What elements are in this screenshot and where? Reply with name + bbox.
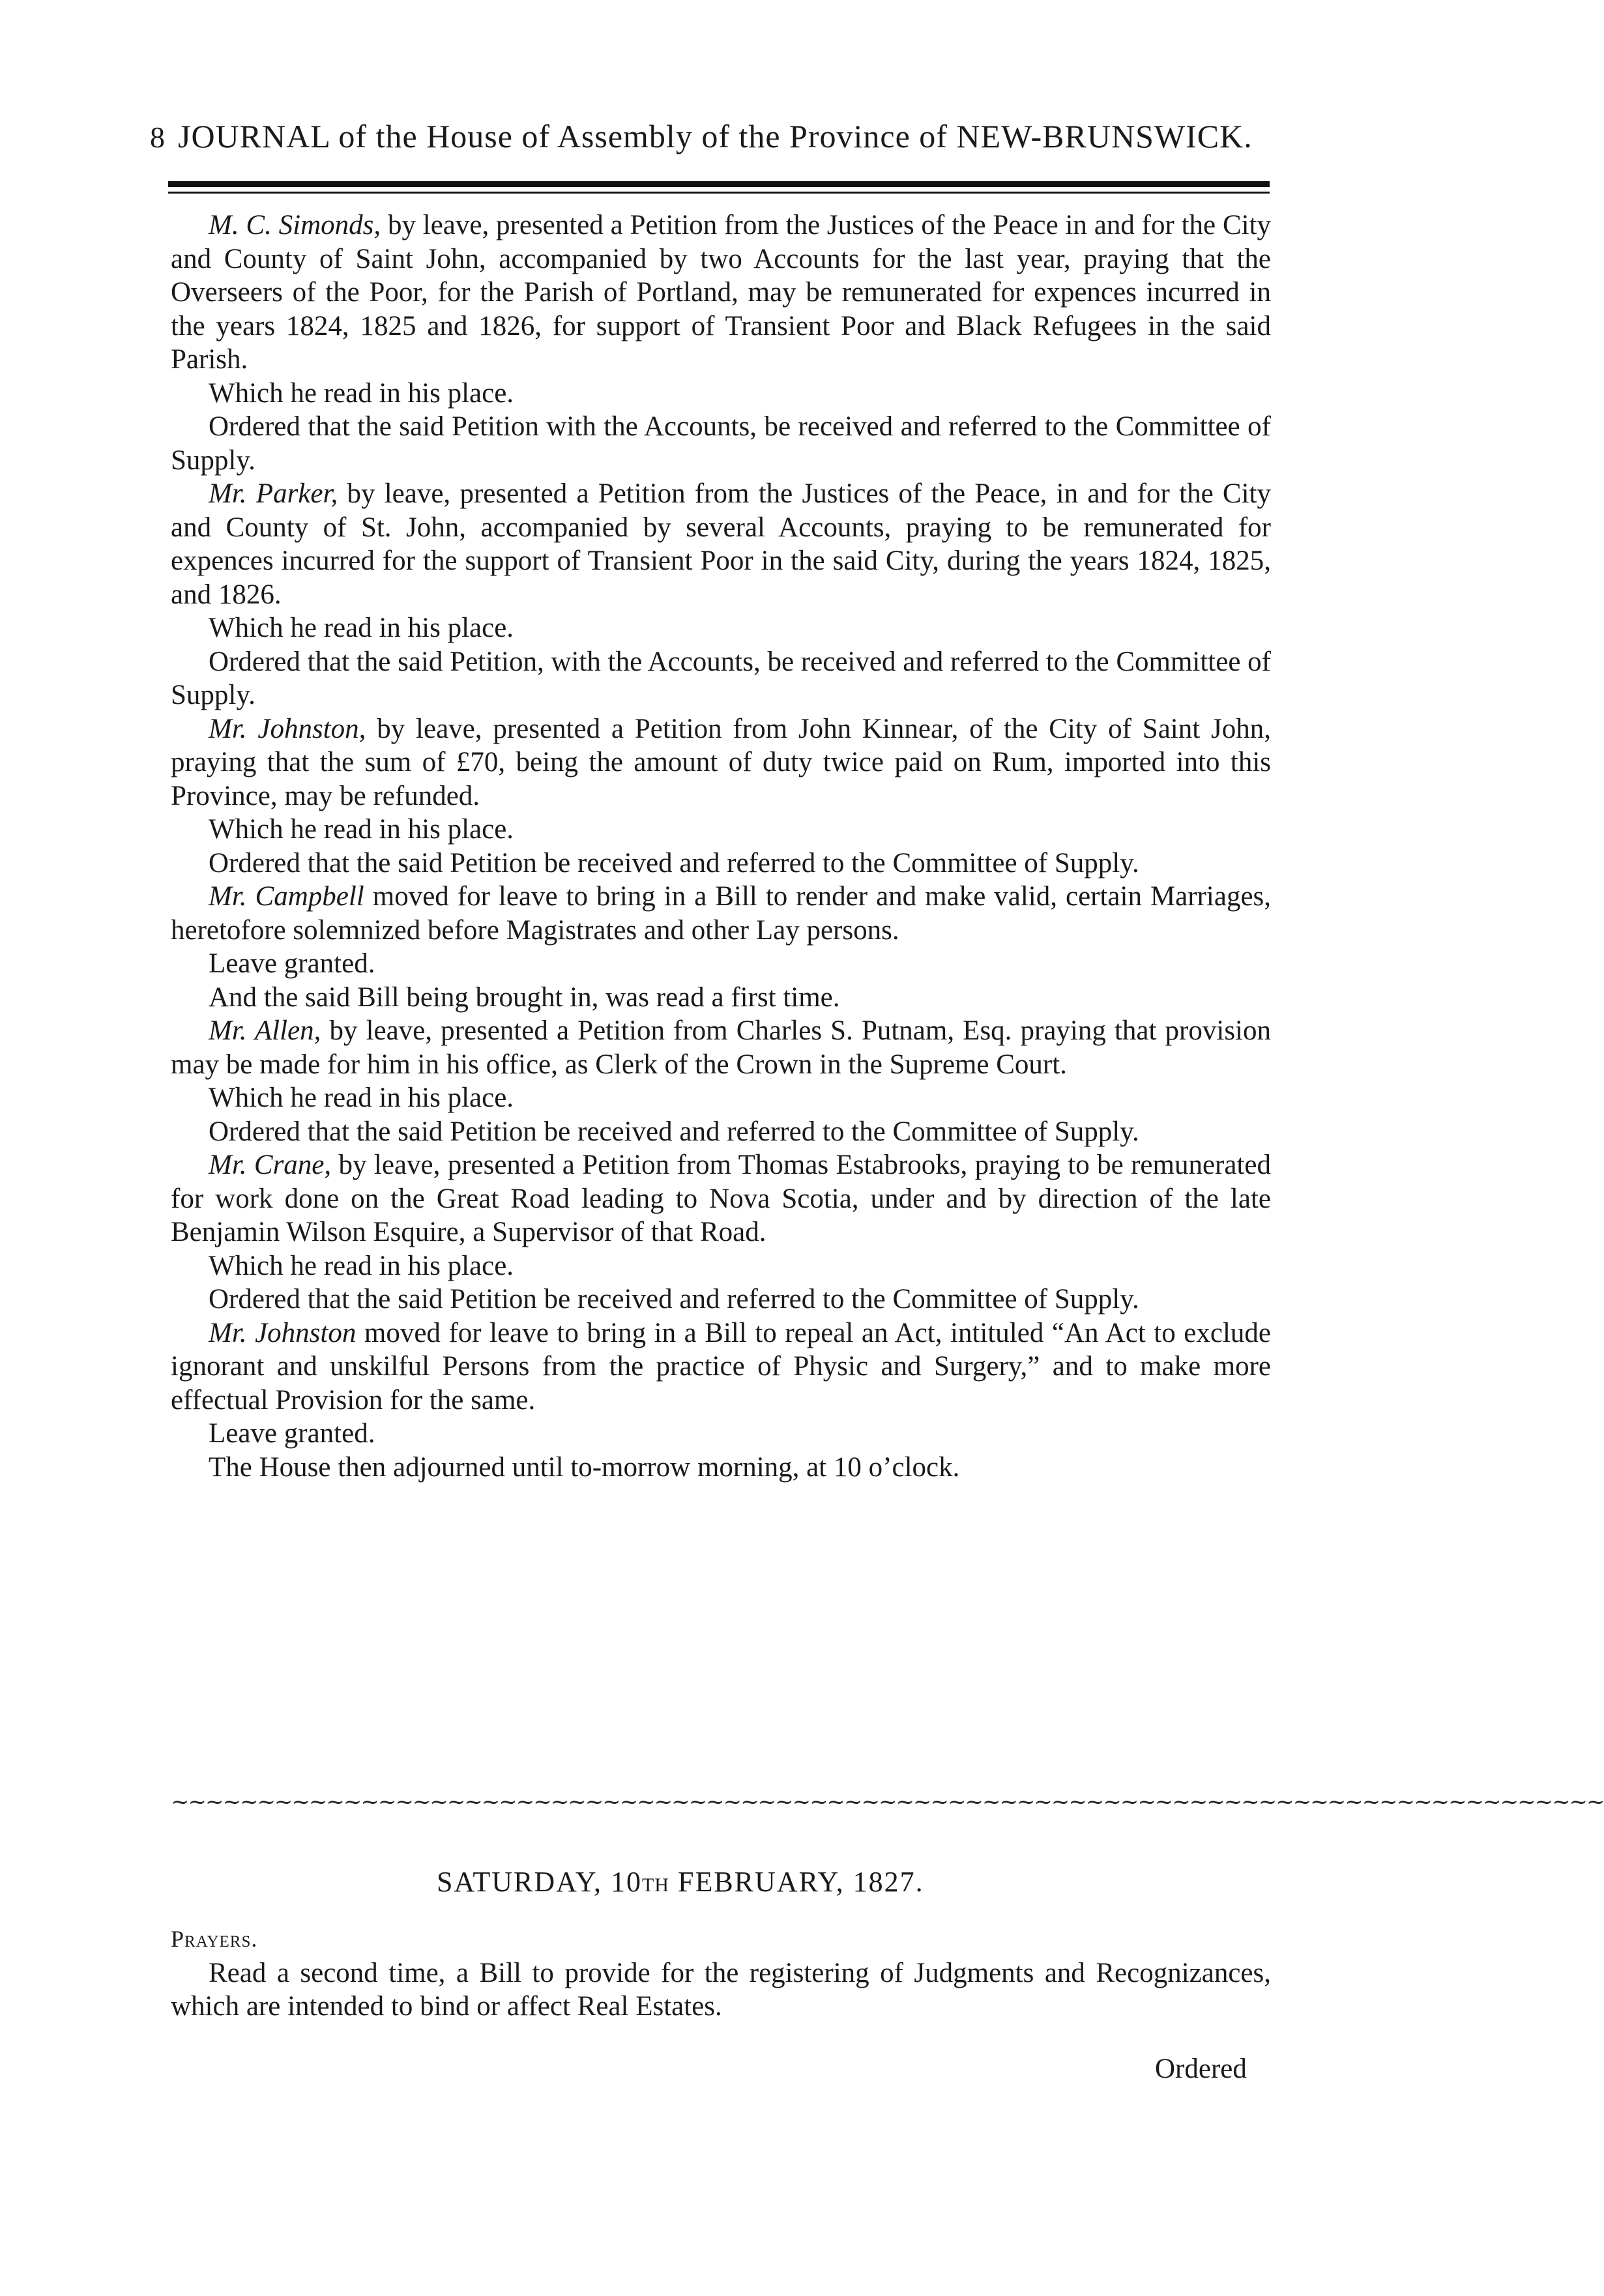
entry-first-reading: And the said Bill being brought in, was read a first time. xyxy=(209,981,840,1013)
entry-text: by leave, presented a Petition from Charles S. Putnam, Esq. praying that provision may be made for him in his office, as Clerk of the Crown in the Supreme Court. xyxy=(171,1015,1272,1080)
entry-ordered: Ordered that the said Petition, with the Accounts, be received and referred to the Committee of Supply. xyxy=(171,646,1271,710)
catchword: Ordered xyxy=(1155,2054,1247,2084)
entry-text: moved for leave to bring in a Bill to render and make valid, certain Marriages, heretofore solemnized before Magistrates and other Lay persons. xyxy=(171,881,1272,946)
speaker-name: Mr. Crane, xyxy=(209,1150,332,1180)
entry-read: Which he read in his place. xyxy=(209,814,514,845)
entry-text: moved for leave to bring in a Bill to repeal an Act, intituled “An Act to exclude ignorant and unskilful Persons from the practice of Physic and Surgery,” and to make more effectual Provision for the same. xyxy=(171,1317,1271,1416)
date-number: 10 xyxy=(610,1866,642,1898)
speaker-name: Mr. Parker, xyxy=(209,478,338,509)
entry-petition-crane xyxy=(171,1148,1271,1249)
entry-read: Which he read in his place. xyxy=(209,613,514,643)
entry-motion-johnston xyxy=(171,1316,1271,1417)
entry-read: Which he read in his place. xyxy=(209,1083,514,1113)
journal-entries xyxy=(171,209,1271,1484)
entry-petition-simonds xyxy=(171,209,1271,377)
second-section xyxy=(171,1923,1271,2024)
speaker-name: Mr. Allen, xyxy=(209,1015,321,1046)
page-title: JOURNAL of the House of Assembly of the Province of NEW-BRUNSWICK. xyxy=(178,118,1253,154)
entry-read: Which he read in his place. xyxy=(209,377,514,409)
entry-ordered: Ordered that the said Petition with the Accounts, be received and referred to the Committee of Supply. xyxy=(171,411,1271,476)
date-day: SATURDAY, xyxy=(437,1866,602,1898)
page-header xyxy=(150,117,1297,163)
entry-motion-campbell xyxy=(171,880,1271,947)
ornamental-divider: ~~~~~~~~~~~~~~~~~~~~~~~~~~~~~~~~~~~~~~~~~~~~~~~~~~~~~~~~~~~~~~~~~~~~~~~~~~~~~~~~~~~ xyxy=(171,1789,1604,1815)
entry-second-reading: Read a second time, a Bill to provide for the registering of Judgments and Recognizances, which are intended to bind or affect Real Estates. xyxy=(171,1957,1271,2022)
entry-text: by leave, presented a Petition from Thomas Estabrooks, praying to be remunerated for work done on the Great Road leading to Nova Scotia, under and by direction of the late Benjamin Wilson Esquire, a Supervisor of that Road. xyxy=(171,1150,1271,1247)
entry-adjourned: The House then adjourned until to-morrow morning, at 10 o’clock. xyxy=(209,1451,960,1483)
entry-petition-allen xyxy=(171,1014,1271,1081)
prayers-label: Prayers. xyxy=(171,1926,258,1952)
entry-text: by leave, presented a Petition from John Kinnear, of the City of Saint John, praying that the sum of £70, being the amount of duty twice paid on Rum, imported into this Province, may be refunded. xyxy=(171,713,1271,811)
entry-petition-johnston xyxy=(171,712,1271,813)
entry-ordered: Ordered that the said Petition be received and referred to the Committee of Supply. xyxy=(209,847,1139,879)
page-number: 8 xyxy=(150,121,165,154)
entry-ordered: Ordered that the said Petition be received and referred to the Committee of Supply. xyxy=(209,1116,1139,1147)
entry-read: Which he read in his place. xyxy=(209,1250,514,1281)
speaker-name: Mr. Campbell xyxy=(209,881,364,912)
speaker-name: Mr. Johnston xyxy=(209,1317,357,1348)
speaker-name: Mr. Johnston, xyxy=(209,713,366,744)
speaker-name: M. C. Simonds, xyxy=(209,210,381,240)
entry-ordered: Ordered that the said Petition be received and referred to the Committee of Supply. xyxy=(209,1284,1139,1315)
entry-text: by leave, presented a Petition from the Justices of the Peace in and for the City and County of Saint John, accompanied by two Accounts for the last year, praying that the Overseers of the Poor, for the Parish of Portland, may be remunerated for expences incurred in the years 1824, 1825 and 1826, for support of Transient Poor and Black Refugees in the said Parish. xyxy=(171,210,1272,375)
date-suffix: TH xyxy=(641,1874,669,1896)
entry-leave-granted: Leave granted. xyxy=(209,1418,375,1449)
entry-text: by leave, presented a Petition from the Justices of the Peace, in and for the City and County of St. John, accompanied by several Accounts, praying to be remunerated for expences incurred for the support of Transient Poor in the said City, during the years 1824, 1825, and 1826. xyxy=(171,478,1271,610)
date-heading xyxy=(437,1865,924,1898)
header-rule-thick xyxy=(168,181,1270,187)
header-rule-thin xyxy=(168,192,1270,194)
date-month-year: FEBRUARY, 1827. xyxy=(677,1866,924,1898)
entry-petition-parker xyxy=(171,477,1271,611)
entry-leave-granted: Leave granted. xyxy=(209,948,375,979)
